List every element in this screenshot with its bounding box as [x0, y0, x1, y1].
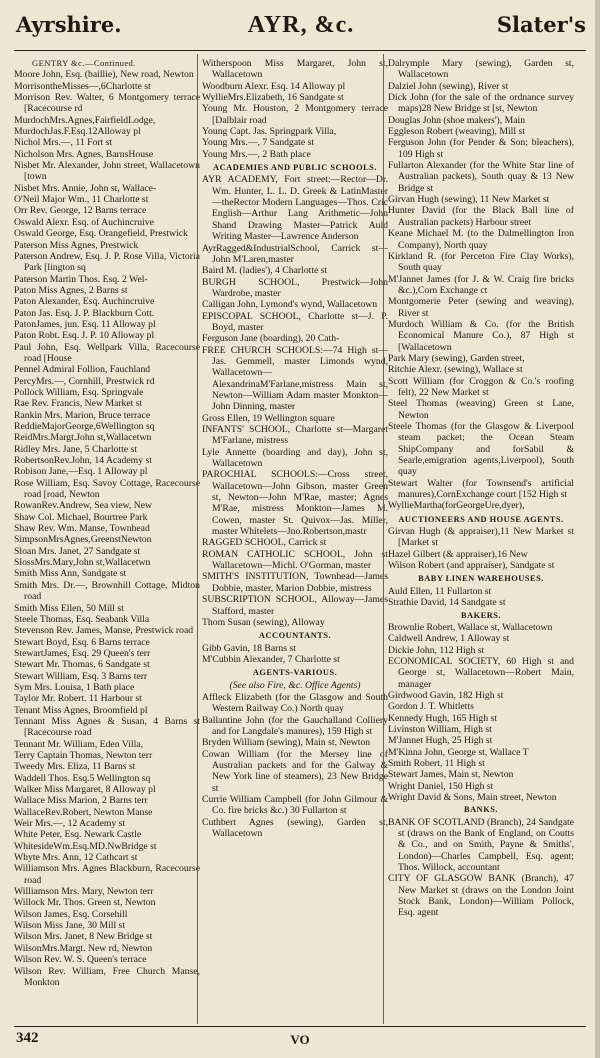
directory-entry: WyllieMrs.Elizabeth, 16 Sandgate st [202, 92, 344, 104]
directory-entry: Stewart Walter (for Townsend's artificial manures),CornExchange court [152 High st [388, 477, 574, 501]
directory-entry: M'Kinna John, George st, Wallace T [388, 746, 529, 758]
directory-entry: Douglas John (shoe makers'), Main [388, 114, 526, 126]
directory-entry: Cuthbert Agnes (sewing), Garden st, Wallacetown [202, 816, 388, 840]
directory-entry: M'Cubbin Alexander, 7 Charlotte st [202, 653, 340, 665]
directory-entry: Wilson Rev. William, Free Church Manse, Monkton [14, 965, 200, 988]
directory-entry: Paton Robt. Esq. J. P. 10 Alloway pl [14, 330, 155, 342]
directory-entry: Stevenson Rev. James, Manse, Prestwick road [14, 625, 194, 637]
directory-entry: Sym Mrs. Louisa, 1 Bath place [14, 681, 135, 693]
directory-entry: Dick John (for the sale of the ordnance survey maps)28 New Bridge st [st, Newton [388, 92, 574, 115]
directory-entry: Lyle Annette (boarding and day), John st, Wallacetown [202, 446, 388, 470]
page-footer [0, 1030, 600, 1052]
footer-rule [14, 1026, 586, 1027]
directory-entry: Smith Miss Ellen, 50 Mill st [14, 602, 124, 614]
subsection-heading: BAKERS. [460, 610, 502, 620]
directory-entry: Stewart Boyd, Esq. 6 Barns terrace [14, 636, 150, 648]
directory-entry: MorrisontheMisses—,6Charlotte st [14, 80, 151, 92]
directory-entry: AyrRagged&IndustrialSchool, Carrick st—John M'Laren,master [202, 242, 388, 265]
directory-entry: Baird M. (ladies'), 4 Charlotte st [202, 265, 328, 277]
directory-entry: Caldwell Andrew, 1 Alloway st [388, 633, 510, 645]
directory-entry: Steele Thomas (for the Glasgow & Liverpool steam packet; the Ocean Steam ShipCompany and forSabil & Searle,emigration agents,Liverpool), South quay [388, 421, 574, 478]
directory-entry: M'Jannet James (for J. & W. Craig fire bricks &c.),Corn Exchange ct [388, 273, 574, 296]
directory-entry: Young Capt. Jas. Springpark Villa, [202, 126, 337, 138]
directory-entry: Young Mrs.—, 7 Sandgate st [202, 137, 315, 149]
directory-entry: SMITH'S INSTITUTION, Townhead—James Dobbie, master, Marion Dobbie, mistress [202, 571, 388, 594]
directory-entry: ReidMrs.Margt.John st,Wallacetwn [14, 432, 152, 444]
directory-entry: Oswald George, Esq. Orangefield, Prestwick [14, 228, 188, 240]
header-town: AYR, &c. [247, 12, 355, 38]
directory-entry: Paterson Andrew, Esq. J. P. Rose Villa, Victoria Park [lington sq [14, 250, 200, 274]
directory-entry: Ridley Mrs. Jane, 5 Charlotte st [14, 443, 137, 455]
section-heading: AGENTS-VARIOUS. [252, 668, 338, 678]
directory-entry: CITY OF GLASGOW BANK (Branch), 47 New Market st (draws on the London Joint Stock Bank, London)—William Pollock, Esq. agent [388, 873, 574, 919]
directory-entry: Sloan Mrs. Janet, 27 Sandgate st [14, 545, 141, 557]
directory-entry: Pollock William, Esq. Springvale [14, 386, 144, 398]
directory-entry: Steele Thomas, Esq. Seabank Villa [14, 613, 150, 625]
directory-entry: Bryden William (sewing), Main st, Newton [202, 737, 371, 749]
directory-entry: Currie William Campbell (for John Gilmour & Co. fire bricks &c.) 30 Fullarton st [202, 794, 388, 817]
header-rule [14, 50, 586, 51]
directory-entry: MurdochJas.F.Esq.12Alloway pl [14, 126, 141, 138]
continued-heading: GENTRY &c.—Continued. [32, 58, 136, 68]
directory-entry: Walker Miss Margaret, 8 Alloway pl [14, 784, 156, 795]
page-edge [595, 0, 600, 1058]
directory-entry: Tennant Mr. William, Eden Villa, [14, 738, 144, 750]
directory-entry: Nisbet Mrs. Annie, John st, Wallace- [14, 182, 157, 194]
directory-entry: Strathie David, 14 Sandgate st [388, 597, 506, 609]
directory-entry: Williamson Mrs. Agnes Blackburn, Racecourse road [14, 863, 200, 886]
directory-entry: Kirkland R. (for Perceton Fire Clay Works), South quay [388, 250, 574, 274]
directory-entry: Rose William, Esq. Savoy Cottage, Racecourse road [road, Newton [14, 477, 200, 501]
directory-entry: EPISCOPAL SCHOOL, Charlotte st—J. P. Boyd, master [202, 310, 388, 333]
directory-entry: Witherspoon Miss Margaret, John st, Wallacetown [202, 58, 388, 81]
directory-entry: SimpsonMrsAgnes,GreenstNewton [14, 534, 152, 546]
directory-entry: Nisbet Mr. Alexander, John street, Wallacetown [town [14, 160, 200, 183]
directory-entry: Woodburn Alexr. Esq. 14 Alloway pl [202, 80, 346, 92]
directory-entry: Nicholson Mrs. Agnes, BarnsHouse [14, 148, 154, 160]
directory-entry: Taylor Mr. Robert. 11 Harbour st [14, 693, 142, 705]
directory-entry: Young Mr. Houston, 2 Montgomery terrace [Dalblair road [202, 103, 388, 126]
directory-entry: Steel Thomas (weaving) Green st Lane, Newton [388, 398, 574, 421]
directory-entry: Williamson Mrs. Mary, Newton terr [14, 886, 154, 898]
directory-entry: Willock Mr. Thos. Green st, Newton [14, 897, 156, 909]
directory-entry: RobertsonRev.John, 14 Academy st [14, 455, 152, 467]
directory-entry: Murdoch William & Co. (for the British Economical Manure Co.), 87 High st [Wallacetown [388, 318, 574, 353]
directory-entry: Montgomerie Peter (sewing and weaving), River st [388, 296, 574, 319]
directory-entry: Girvan Hugh (sewing), 11 New Market st [388, 194, 550, 206]
directory-entry: PAROCHIAL SCHOOLS:—Cross street, Wallacetown—John Gibson, master Green st, Newton—John M'Rae, master; Agnes M'Rae, mistress Monkton—James M. Cowen, master St. Quivox—Jas. Miller, master Whitelets—Jno.Robertson,mastr [202, 469, 388, 538]
column-divider-2 [383, 54, 384, 1024]
directory-entry: MurdochMrs.Agnes,FairfieldLodge, [14, 114, 156, 126]
directory-entry: Girvan Hugh (& appraiser),11 New Market st [Market st [388, 526, 574, 549]
directory-entry: Paterson Miss Agnes, Prestwick [14, 239, 139, 251]
directory-entry: Cowan William (for the Mersey line of Australian packets and for the Galway & New York line of steamers), 23 New Bridge st [202, 748, 388, 794]
directory-entry: Paton Jas. Esq. J. P. Blackburn Cott. [14, 307, 155, 319]
directory-entry: Smith Miss Ann, Sandgate st [14, 568, 127, 580]
column-3 [388, 58, 574, 1022]
directory-entry: Waddell Thos. Esq.5 Wellington sq [14, 772, 151, 784]
directory-entry: Ferguson John (for Pender & Son; bleachers), 109 High st [388, 137, 574, 160]
printer-signature: VO [290, 1032, 310, 1047]
directory-entry: Scott William (for Croggon & Co.'s roofing felt), 22 New Market st [388, 375, 574, 398]
directory-entry: Morrison Rev. Walter, 6 Montgomery terrace [Racecourse rd [14, 92, 200, 115]
directory-entry: Paton Miss Agnes, 2 Barns st [14, 284, 128, 296]
directory-entry: Young Mrs.—, 2 Bath place [202, 148, 311, 160]
header-publisher: Slater's [496, 12, 586, 37]
directory-entry: WhitesideWm.Esq.MD.NwBridge st [14, 840, 157, 852]
directory-entry: Tweedy Mrs. Eliza, 11 Barns st [14, 761, 136, 773]
directory-entry: Wilson James, Esq. Corsehill [14, 908, 128, 920]
directory-entry: FREE CHURCH SCHOOLS:—74 High st—Jas. Gemmell, master Limonds wynd, Wallacetown—AlexandrinaM'Farlane,mistress Main st, Newton—William Adam master Monkton—John Dinning, master [202, 344, 388, 413]
directory-entry: Hunter David (for the Black Ball line of Australian packets) Harbour street [388, 205, 574, 228]
directory-entry: Wright Daniel, 150 High st [388, 780, 494, 792]
directory-entry: Livinston William, High st [388, 723, 492, 735]
directory-entry: PercyMrs.—, Cornhill, Prestwick rd [14, 375, 155, 387]
directory-entry: Stewart James, Main st, Newton [388, 769, 514, 781]
directory-entry: Wilson Mrs. Janet, 8 New Bridge st [14, 931, 153, 943]
directory-entry: Wallace Miss Marion, 2 Barns terr [14, 795, 148, 807]
directory-entry: Gross Ellen, 19 Wellington square [202, 412, 335, 424]
section-heading: AUCTIONEERS AND HOUSE AGENTS. [398, 514, 564, 524]
directory-entry: Paul John, Esq. Wellpark Villa, Racecourse road [House [14, 341, 200, 364]
directory-entry: Smith Robert, 11 High st [388, 757, 485, 769]
directory-entry: ReddieMajorGeorge,6Wellington sq [14, 421, 155, 432]
directory-entry: Smith Mrs. Dr.—, Brownhill Cottage, Midton road [14, 579, 200, 603]
directory-entry: PatonJames, jun. Esq. 11 Alloway pl [14, 318, 156, 330]
directory-entry: ROMAN CATHOLIC SCHOOL, John st Wallacetown—Michl. O'Gorman, master [202, 548, 388, 572]
directory-entry: Eggleson Robert (weaving), Mill st [388, 126, 525, 138]
directory-entry: WyllieMartha(forGeorgeUre,dyer), [388, 500, 525, 512]
directory-entry: Stewart William, Esq. 3 Barns terr [14, 670, 148, 682]
directory-entry: BURGH SCHOOL, Prestwick—John Wardrobe, master [202, 276, 388, 299]
directory-entry: Moore John, Esq. (baillie), New road, Newton [14, 69, 194, 81]
directory-entry: AYR ACADEMY, Fort street:—Rector—Dr. Wm. Hunter, L. L. D. Greek & LatinMaster—theRector Modern Languages—Thos. Cric English—Arthur Lang Arithmetic—John Shand Drawing Master—Patrick Auld Writing Master—Lawrence Anderson [202, 174, 388, 243]
column-1 [14, 58, 200, 1022]
directory-entry: Ferguson Jane (boarding), 20 Cath- [202, 333, 340, 345]
directory-entry: Auld Ellen, 11 Fullarton st [388, 585, 492, 597]
directory-entry: Rankin Mrs. Marion, Bruce terrace [14, 409, 151, 421]
directory-entry: INFANTS' SCHOOL, Charlotte st—Margaret M'Farlane, mistress [202, 424, 388, 447]
directory-entry: ECONOMICAL SOCIETY, 60 High st and George st, Wallacetown—Robert Main, manager [388, 655, 574, 690]
directory-entry: WilsonMrs.Margt. New rd, Newton [14, 942, 153, 954]
directory-entry: Park Mary (sewing), Garden street, [388, 352, 525, 364]
directory-entry: Weir Mrs.—, 12 Academy st [14, 818, 126, 830]
directory-entry: Robison Jane,—Esq. 1 Alloway pl [14, 466, 148, 478]
directory-entry: Tennant Miss Agnes & Susan, 4 Barns st [Racecourse road [14, 715, 200, 739]
directory-entry: Terry Captain Thomas, Newton terr [14, 749, 153, 761]
subsection-heading: BANKS. [464, 805, 498, 815]
directory-entry: Ballantine John (for the Gauchalland Colliery and for Langdale's manures), 159 High st [202, 714, 388, 737]
directory-entry: Wright David & Sons, Main street, Newton [388, 792, 557, 803]
directory-entry: Thom Susan (sewing), Alloway [202, 616, 325, 628]
section-heading: ACCOUNTANTS. [258, 631, 332, 641]
directory-entry: Girdwood Gavin, 182 High st [388, 689, 504, 701]
directory-entry: Whyte Mrs. Ann, 12 Cathcart st [14, 852, 138, 864]
column-divider-1 [197, 54, 198, 1024]
directory-entry: Affleck Elizabeth (for the Glasgow and South Western Railway Co.) North quay [202, 691, 388, 715]
page-number: 342 [16, 1030, 39, 1046]
directory-entry: Gordon J. T. Whitletts [388, 701, 474, 713]
directory-entry: Dickie John, 112 High st [388, 644, 485, 656]
directory-entry: Hazel Gilbert (& appraiser),16 New [388, 548, 528, 560]
directory-entry: Stewart Mr. Thomas, 6 Sandgate st [14, 659, 150, 671]
header-county: Ayrshire. [16, 12, 122, 37]
directory-entry: Wilson Miss Jane, 30 Mill st [14, 920, 126, 932]
directory-entry: Wilson Robert (and appraiser), Sandgate st [388, 560, 555, 572]
directory-entry: Brownlie Robert, Wallace st, Wallacetown [388, 621, 553, 633]
directory-entry: StewartJames, Esq. 29 Queen's terr [14, 647, 151, 659]
directory-entry: SUBSCRIPTION SCHOOL, Alloway—James Stafford, master [202, 594, 388, 617]
section-heading: ACADEMIES AND PUBLIC SCHOOLS. [213, 163, 377, 173]
directory-entry: Paterson Martin Thos. Esq. 2 Wel- [14, 273, 148, 285]
directory-entry: Calligan John, Lymond's wynd, Wallacetown [202, 299, 378, 311]
directory-entry: Pennel Admiral Follion, Fauchland [14, 364, 151, 376]
directory-entry: Oswald Alexr. Esq. of Auchincruive [14, 216, 154, 228]
directory-entry: BANK OF SCOTLAND (Branch), 24 Sandgate st (draws on the Bank of England, on Coutts & Co., and on Smith, Payne & Smiths', London)—Charles Campbell, Esq. agent; Thos. Willock, accountant [388, 816, 574, 874]
directory-entry: Wilson Rev. W. S. Queen's terrace [14, 954, 147, 966]
directory-entry: Tenant Miss Agnes, Broomfield pl [14, 704, 148, 716]
column-2 [202, 58, 388, 1022]
directory-entry: Kennedy Hugh, 165 High st [388, 712, 497, 724]
directory-entry: Dalrymple Mary (sewing), Garden st, Wallacetown [388, 58, 574, 81]
directory-entry: WallaceRev.Robert, Newton Manse [14, 806, 153, 818]
directory-entry: SlossMrs.Mary,John st,Wallacetwn [14, 557, 151, 569]
directory-entry: Gibb Gavin, 18 Barns st [202, 642, 296, 654]
directory-entry: Shaw Col. Michael, Bourtree Park [14, 511, 148, 523]
directory-entry: Fullarton Alexander (for the White Star line of Australian packets), South quay & 13 New Bridge st [388, 160, 574, 194]
directory-entry: RAGGED SCHOOL, Carrick st [202, 537, 327, 549]
directory-entry: Ritchie Alexr. (sewing), Wallace st [388, 364, 523, 376]
directory-entry: Nichol Mrs.—, 11 Fort st [14, 137, 113, 149]
directory-entry: White Peter, Esq. Newark Castle [14, 829, 142, 841]
directory-entry: Keane Michael M. (to the Dalmellington Iron Company), North quay [388, 228, 574, 251]
section-heading: BABY LINEN WAREHOUSES. [418, 574, 544, 584]
page-header [12, 4, 590, 44]
directory-entry: Shaw Rev. Wm. Manse, Townhead [14, 523, 150, 535]
directory-entry: Orr Rev. George, 12 Barns terrace [14, 205, 147, 217]
directory-entry: Rae Rev. Francis, New Market st [14, 398, 143, 410]
cross-reference-note: (See also Fire, &c. Office Agents) [229, 679, 361, 691]
directory-entry: Paton Alexander, Esq. Auchincruive [14, 296, 155, 308]
directory-entry: O'Neil Major Wm., 11 Charlotte st [14, 194, 149, 206]
directory-entry: Dalziel John (sewing), River st [388, 80, 509, 92]
directory-entry: M'Jannet Hugh, 25 High st [388, 735, 493, 747]
directory-entry: RowanRev.Andrew, Sea view, New [14, 500, 153, 512]
